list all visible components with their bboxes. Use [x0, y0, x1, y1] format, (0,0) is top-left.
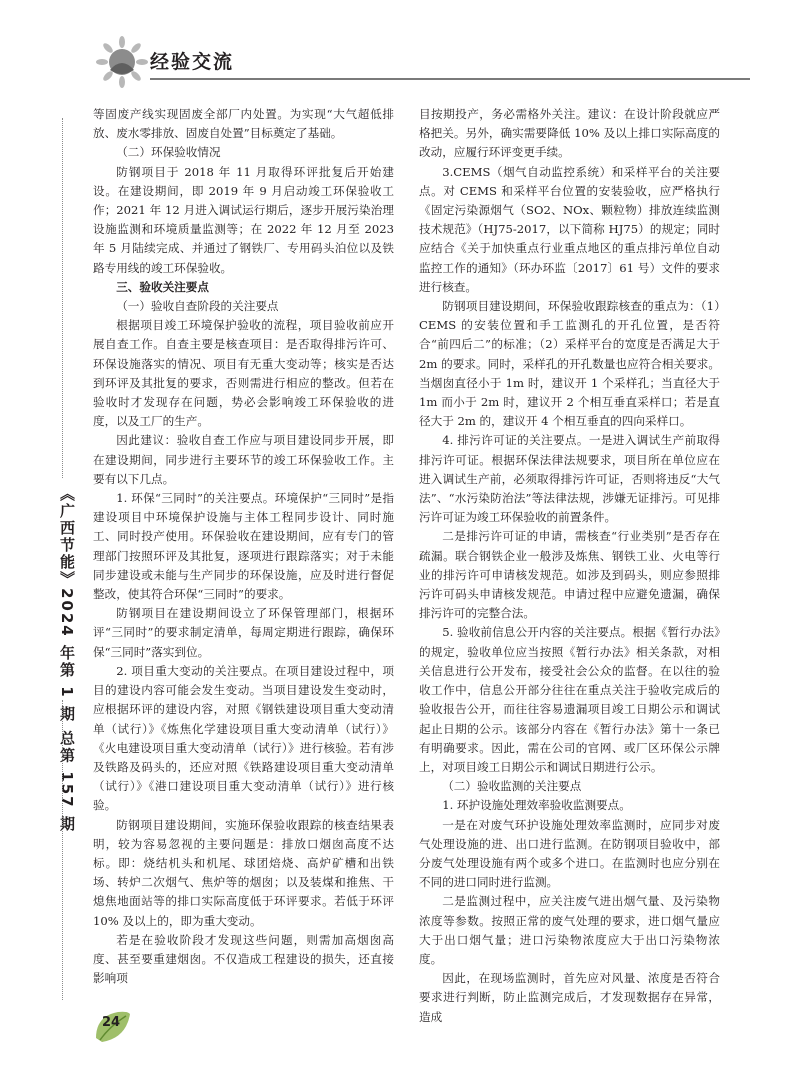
paragraph: 3.CEMS（烟气自动监控系统）和采样平台的关注要点。对 CEMS 和采样平台位置的安装验收，应严格执行《固定污染源烟气（SO2、NOx、颗粒物）排放连续监测技术规范》（HJ75-2017，以下简称 HJ75）的规定；同时应结合《关于加快重点行业重点地区的重点排污单位自动监控工作的通知》（环办环监〔2017〕61 号）文件的要求进行核查。 — [419, 164, 720, 294]
left-text-column — [93, 105, 394, 988]
section-heading: 三、验收关注要点 — [116, 279, 209, 294]
paragraph: 1. 环保“三同时”的关注要点。环境保护“三同时”是指建设项目中环境保护设施与主体工程同步设计、同时施工、同时投产使用。环保验收在建设期间，应有专门的管理部门按照环评及其批复，逐项进行跟踪落实；对于未能同步建设或未能与生产同步的环保设施，应及时进行督促整改，使其符合环保“三同时”的要求。 — [93, 491, 394, 602]
paragraph: 根据项目竣工环境保护验收的流程，项目验收前应开展自查工作。自查主要是核查项目：是否取得排污许可、环保设施落实的情况、项目有无重大变动等；核实是否达到环评及其批复的要求，否则需进行相应的整改。但若在验收时才发现存在问题，势必会影响竣工环保验收的进度，以及工厂的生产。 — [93, 318, 394, 429]
side-dotted-line-top — [62, 118, 63, 478]
paragraph: 一是在对废气环护设施处理效率监测时，应同步对废气处理设施的进、出口进行监测。在防钢项目验收中，部分废气处理设施有两个或多个进口。在监测时也应分别在不同的进口同时进行监测。 — [419, 817, 720, 890]
paragraph: 1. 环护设施处理效率验收监测要点。 — [442, 798, 631, 813]
right-text-column — [419, 105, 720, 1027]
header-rule — [150, 78, 750, 80]
side-dotted-line-bottom — [62, 700, 63, 1000]
paragraph: 5. 验收前信息公开内容的关注要点。根据《暂行办法》的规定，验收单位应当按照《暂行办法》相关条款，对相关信息进行公开发布，接受社会公众的监督。在以往的验收工作中，信息公开部分往往在重点关注于验收完成后的验收报告公开，而往往容易遗漏项目竣工日期公示和调试起止日期的公示。该部分内容在《暂行办法》第十一条已有明确要求。因此，需在公司的官网、或厂区环保公示牌上，对项目竣工日期公示和调试日期进行公示。 — [419, 625, 720, 774]
paragraph: 若是在验收阶段才发现这些问题，则需加高烟囱高度、甚至要重建烟囱。不仅造成工程建设的损失，还直接影响项 — [93, 932, 394, 986]
paragraph: 防钢项目建设期间，实施环保验收跟踪的核查结果表明，较为容易忽视的主要问题是：排放口烟囱高度不达标。即：烧结机头和机尾、球团焙烧、高炉矿槽和出铁场、转炉二次烟气、焦炉等的烟囱；以及装煤和推焦、干熄焦地面站等的排口实际高度低于环评要求。若低于环评 10% 及以上的，即为重大变动。 — [93, 817, 394, 928]
paragraph: （二）验收监测的关注要点 — [442, 779, 582, 794]
page-header — [0, 0, 800, 100]
paragraph: 二是排污许可证的申请，需核查“行业类别”是否存在疏漏。联合钢铁企业一般涉及炼焦、钢铁工业、火电等行业的排污许可申请核发规范。如涉及到码头，则应参照排污许可码头申请核发规范。申请过程中应避免遗漏，确保排污许可的完整合法。 — [419, 529, 720, 621]
paragraph: 二是监测过程中，应关注废气进出烟气量、及污染物浓度等参数。按照正常的废气处理的要求，进口烟气量应大于出口烟气量；进口污染物浓度应大于出口污染物浓度。 — [419, 894, 720, 966]
section-title: 经验交流 — [150, 51, 235, 73]
paragraph: （一）验收自查阶段的关注要点 — [116, 299, 279, 314]
paragraph: 2. 项目重大变动的关注要点。在项目建设过程中，项目的建设内容可能会发生变动。当项目建设发生变动时，应根据环评的建设内容，对照《钢铁建设项目重大变动清单（试行）》《炼焦化学建设项目重大变动清单（试行）》《火电建设项目重大变动清单（试行）》进行核验。若有涉及铁路及码头的，还应对照《铁路建设项目重大变动清单（试行）》《港口建设项目重大变动清单（试行）》进行核验。 — [93, 663, 394, 813]
paragraph: 防钢项目于 2018 年 11 月取得环评批复后开始建设。在建设期间，即 2019 年 9 月启动竣工环保验收工作；2021 年 12 月进入调试运行期后，逐步开展污染治理设施监测和环境质量监测等；在 2022 年 12 月至 2023 年 5 月陆续完成、并通过了钢铁厂、专用码头泊位以及铁路专用线的竣工环保验收。 — [93, 164, 394, 275]
paragraph: 4. 排污许可证的关注要点。一是进入调试生产前取得排污许可证。根据环保法律法规要求，项目所在单位应在进入调试生产前，必须取得排污许可证，否则将违反“大气法”、“水污染防治法”等法律法规，涉嫌无证排污。可见排污许可证为竣工环保验收的前置条件。 — [419, 433, 720, 525]
sun-leaf-logo-icon — [96, 36, 148, 88]
journal-issue-label: 《广西节能》2024 年第 1 期 总第 157 期 — [58, 486, 76, 833]
paragraph: 因此，在现场监测时，首先应对风量、浓度是否符合要求进行判断，防止监测完成后，才发现数据存在异常，造成 — [419, 971, 720, 1024]
paragraph: 防钢项目建设期间，环保验收跟踪核查的重点为：（1）CEMS 的安装位置和手工监测孔的开孔位置，是否符合“前四后二”的标准；（2）采样平台的宽度是否满足大于 2m 的要求。同时，采样孔的开孔数量也应符合相关要求。当烟囱直径小于 1m 时，建议开 1 个采样孔；当直径大于 1m 而小于 2m 时，建议开 2 个相互垂直采样口；若是直径大于 2m 的，建议开 4 个相互垂直的四向采样口。 — [419, 299, 720, 429]
paragraph: （二）环保验收情况 — [116, 145, 221, 160]
paragraph: 因此建议：验收自查工作应与项目建设同步开展，即在建设期间，同步进行主要环节的竣工环保验收工作。主要有以下几点。 — [93, 433, 394, 486]
paragraph: 目按期投产，务必需格外关注。建议：在设计阶段就应严格把关。另外，确实需要降低 10% 及以上排口实际高度的改动，应履行环评变更手续。 — [419, 107, 720, 160]
paragraph: 等固废产线实现固废全部厂内处置。为实现“大气超低排放、废水零排放、固废自处置”目标奠定了基础。 — [93, 107, 394, 141]
paragraph: 防钢项目在建设期间设立了环保管理部门，根据环评“三同时”的要求制定清单，每周定期进行跟踪，确保环保“三同时”落实到位。 — [93, 606, 394, 659]
page-number: 24 — [101, 1015, 121, 1030]
